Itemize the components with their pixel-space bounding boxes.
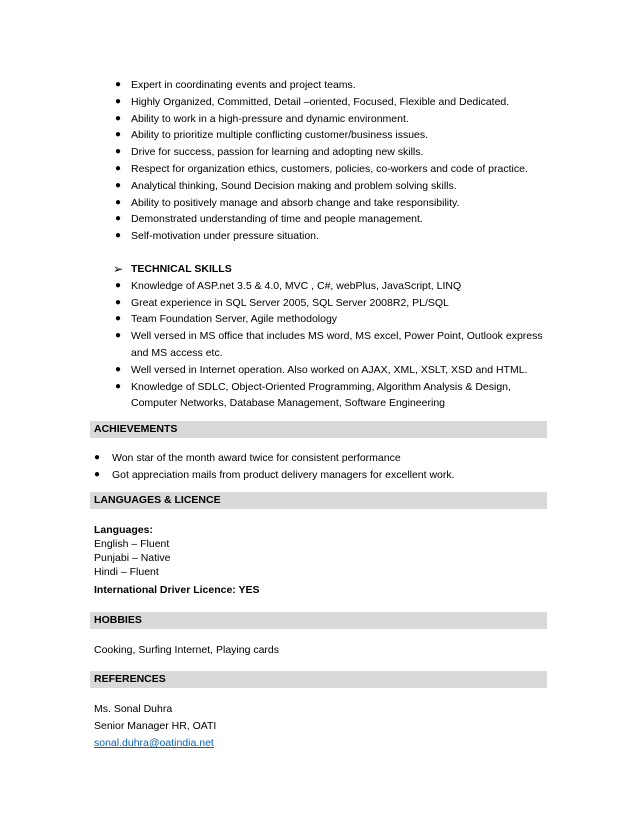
bullet-icon: ● <box>115 279 122 291</box>
bullet-icon: ● <box>94 452 101 463</box>
reference-name: Ms. Sonal Duhra <box>94 703 173 715</box>
list-item <box>0 111 638 128</box>
list-item <box>0 178 638 195</box>
list-item <box>0 295 638 312</box>
list-item-text: Well versed in MS office that includes MS word, MS excel, Power Point, Outlook express and MS access etc. <box>131 330 543 359</box>
bullet-icon: ● <box>115 179 122 191</box>
list-item <box>0 362 638 379</box>
language-line: English – Fluent <box>94 538 170 550</box>
achievements-list <box>0 450 638 484</box>
list-item <box>0 278 638 295</box>
list-item <box>0 144 638 161</box>
skills-list <box>0 77 638 245</box>
section-heading: ACHIEVEMENTS <box>94 423 178 435</box>
reference-email-link[interactable]: sonal.duhra@oatindia.net <box>94 737 214 749</box>
list-item-text: Ability to prioritize multiple conflicting customer/business issues. <box>131 129 429 142</box>
list-item <box>0 311 638 328</box>
list-item <box>0 467 638 484</box>
list-item-text: Demonstrated understanding of time and people management. <box>131 213 423 226</box>
languages-header <box>90 492 547 509</box>
licence-line: International Driver Licence: YES <box>94 584 260 596</box>
hobbies-text: Cooking, Surfing Internet, Playing cards <box>94 644 280 656</box>
bullet-icon: ● <box>115 230 122 242</box>
list-item-text: Got appreciation mails from product delivery managers for excellent work. <box>112 468 455 481</box>
bullet-icon: ● <box>94 468 101 480</box>
bullet-icon: ● <box>115 296 122 308</box>
bullet-icon: ● <box>115 112 122 124</box>
hobbies-header <box>90 612 547 629</box>
bullet-icon: ● <box>115 313 122 325</box>
list-item-text: Ability to positively manage and absorb change and take responsibility. <box>131 196 460 209</box>
list-item <box>0 328 638 362</box>
list-item-text: Great experience in SQL Server 2005, SQL Server 2008R2, PL/SQL <box>131 296 449 309</box>
list-item-text: Expert in coordinating events and project teams. <box>131 79 356 91</box>
language-line: Punjabi – Native <box>94 552 171 564</box>
list-item <box>0 77 638 94</box>
bullet-icon: ● <box>115 213 122 225</box>
list-item-text: Self-motivation under pressure situation. <box>131 230 319 243</box>
list-item-text: Ability to work in a high-pressure and dynamic environment. <box>131 112 409 125</box>
bullet-icon: ● <box>115 162 122 174</box>
list-item-text: Analytical thinking, Sound Decision making and problem solving skills. <box>131 179 457 192</box>
list-item <box>0 195 638 212</box>
bullet-icon: ● <box>115 196 122 208</box>
achievements-header <box>90 421 547 438</box>
list-item-text: Knowledge of SDLC, Object-Oriented Programming, Algorithm Analysis & Design, Computer Networks, Database Management, Software Engineering <box>131 380 511 410</box>
section-heading: LANGUAGES & LICENCE <box>94 494 221 506</box>
list-item-text: Knowledge of ASP.net 3.5 & 4.0, MVC , C#, webPlus, JavaScript, LINQ <box>131 279 462 292</box>
list-item <box>0 161 638 178</box>
languages-block <box>94 523 260 597</box>
bullet-icon: ● <box>115 146 122 158</box>
section-heading: REFERENCES <box>94 673 166 685</box>
list-item-text: Well versed in Internet operation. Also worked on AJAX, XML, XSLT, XSD and HTML. <box>131 363 528 376</box>
section-heading: TECHNICAL SKILLS <box>131 263 232 275</box>
section-heading: HOBBIES <box>94 614 142 626</box>
technical-skills-list <box>0 261 638 412</box>
reference-title: Senior Manager HR, OATI <box>94 720 217 732</box>
languages-label: Languages: <box>94 524 153 536</box>
technical-skills-heading <box>0 261 638 278</box>
bullet-icon: ● <box>115 363 122 375</box>
list-item-text: Highly Organized, Committed, Detail –oriented, Focused, Flexible and Dedicated. <box>131 95 510 108</box>
arrow-bullet-icon: ➢ <box>113 262 124 276</box>
list-item <box>0 379 638 413</box>
list-item-text: Drive for success, passion for learning and adopting new skills. <box>131 146 424 159</box>
bullet-icon: ● <box>115 79 122 90</box>
list-item <box>0 94 638 111</box>
bullet-icon: ● <box>115 330 122 342</box>
references-header <box>90 671 547 688</box>
bullet-icon: ● <box>115 129 122 141</box>
bullet-icon: ● <box>115 95 122 107</box>
list-item <box>0 211 638 228</box>
list-item-text: Respect for organization ethics, customers, policies, co-workers and code of practice. <box>131 162 528 175</box>
list-item <box>0 228 638 245</box>
list-item-text: Won star of the month award twice for consistent performance <box>112 452 401 464</box>
list-item-text: Team Foundation Server, Agile methodology <box>131 313 338 326</box>
list-item <box>0 127 638 144</box>
references-block <box>94 701 216 752</box>
language-line: Hindi – Fluent <box>94 566 159 578</box>
bullet-icon: ● <box>115 380 122 392</box>
list-item <box>0 450 638 467</box>
